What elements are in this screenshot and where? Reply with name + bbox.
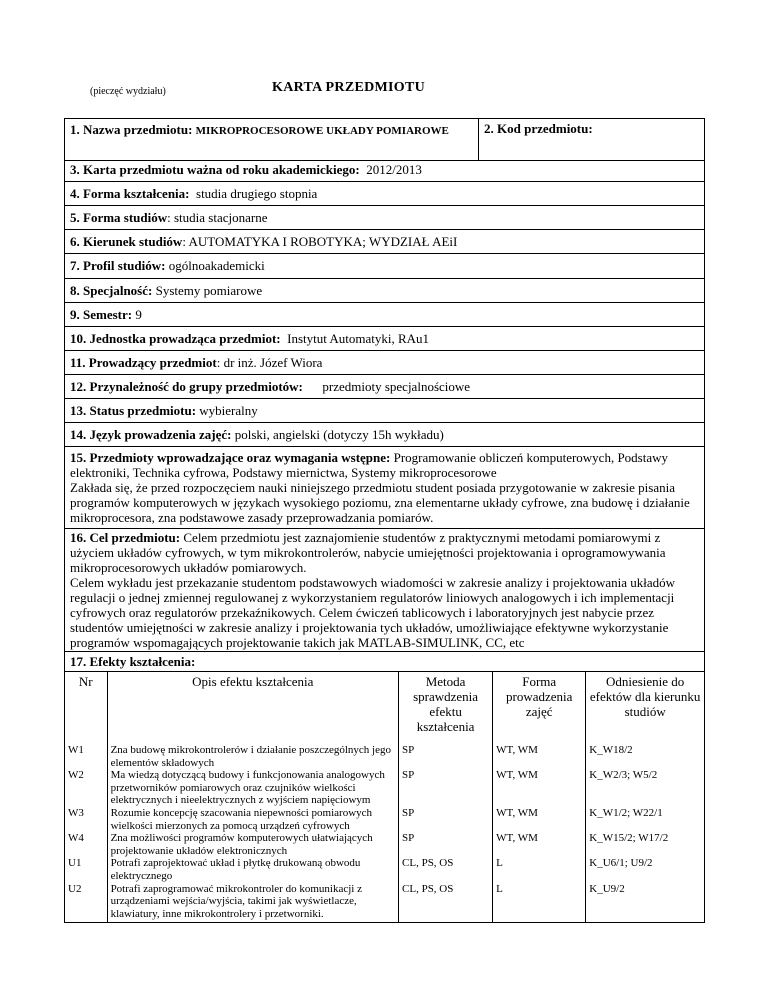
language-label: 14. Język prowadzenia zajęć: (70, 427, 232, 442)
prerequisites-courses: Programowanie obliczeń komputerowych, Podstawy elektroniki, Technika cyfrowa, Podstawy miernictwa, Systemy mikroprocesorowe (70, 450, 669, 480)
outcome-form: WT, WM (493, 832, 586, 857)
header-nr: Nr (78, 674, 93, 689)
outcome-method: CL, PS, OS (399, 883, 493, 923)
education-form-value: studia drugiego stopnia (196, 186, 318, 201)
lecturer-value: : dr inż. Józef Wiora (216, 355, 323, 370)
outcome-nr: U2 (68, 882, 82, 895)
row-subject-group (65, 375, 705, 399)
field-of-study-cell (65, 230, 705, 254)
semester-label: 9. Semestr: (70, 307, 133, 322)
row-specialization (65, 279, 705, 303)
course-code-label: 2. Kod przedmiotu: (484, 121, 593, 136)
specialization-cell (65, 279, 705, 303)
course-code-cell (479, 119, 705, 161)
row-learning-outcomes (65, 652, 705, 923)
row-unit (65, 327, 705, 351)
education-form-cell (65, 182, 705, 206)
outcomes-header-row (65, 672, 704, 742)
subject-group-value: przedmioty specjalnościowe (322, 379, 471, 394)
outcome-row (65, 857, 704, 882)
status-value: wybieralny (199, 403, 258, 418)
row-semester (65, 303, 705, 327)
learning-outcomes-cell (65, 652, 705, 923)
study-profile-cell (65, 254, 705, 279)
semester-value: 9 (135, 307, 142, 322)
valid-year-value: 2012/2013 (366, 162, 422, 177)
status-label: 13. Status przedmiotu: (70, 403, 197, 418)
valid-year-cell (65, 161, 705, 182)
unit-label: 10. Jednostka prowadząca przedmiot: (70, 331, 281, 346)
prerequisites-text: Zakłada się, że przed rozpoczęciem nauki niniejszego przedmiotu student posiada przygotowanie w zakresie pisania programów komputerowych w językach wysokiego poziomu, zna elementarne układy cyfrowe, zna budowę i działanie mikroprocesora, zna podstawowe zasady przeprowadzania pomiarów. (70, 480, 690, 525)
row-education-form (65, 182, 705, 206)
language-cell (65, 423, 705, 447)
unit-value: Instytut Automatyki, RAu1 (287, 331, 430, 346)
outcome-form: WT, WM (493, 769, 586, 807)
outcome-description: Zna możliwości programów komputerowych ułatwiających projektowanie układów elektronicznych (107, 832, 398, 857)
unit-cell (65, 327, 705, 351)
valid-year-label: 3. Karta przedmiotu ważna od roku akademickiego: (70, 162, 360, 177)
course-goal-text-2: Celem wykładu jest przekazanie studentom podstawowych wiadomości w zakresie analizy i projektowania układów regulacji o jednej zmiennej regulowanej z wykorzystaniem regulatorów liniowych analogowych i ich implementacji cyfrowych oraz regulatorów przekaźnikowych. Celem ćwiczeń tablicowych i laboratoryjnych jest nabycie przez studentów umiejętności w zakresie analizy i projektowania tych układów, umożliwiające efektywne wykorzystanie programów wspomagających projektowanie takich jak MATLAB-SIMULINK, CC, etc (70, 575, 676, 650)
outcome-nr: W3 (68, 806, 84, 819)
lecturer-cell (65, 351, 705, 375)
outcome-nr: U1 (68, 857, 82, 870)
outcome-method: CL, PS, OS (399, 857, 493, 882)
course-goal-text-1: Celem przedmiotu jest zaznajomienie studentów z praktycznymi metodami pomiarowymi z użyciem układów cyfrowych, w tym mikrokontrolerów, nabycie umiejętności projektowania i oprogramowywania mikroprocesorowych układów pomiarowych. (70, 530, 666, 575)
outcome-row (65, 769, 704, 807)
course-name-label: 1. Nazwa przedmiotu: (70, 122, 193, 137)
row-course-name (65, 119, 705, 161)
course-goal-label: 16. Cel przedmiotu: (70, 530, 181, 545)
outcome-method: SP (399, 807, 493, 832)
course-name-cell (65, 119, 479, 161)
outcome-reference: K_U6/1; U9/2 (586, 857, 704, 882)
document-title: KARTA PRZEDMIOTU (272, 80, 426, 95)
study-profile-label: 7. Profil studiów: (70, 258, 166, 273)
outcome-description: Zna budowę mikrokontrolerów i działanie poszczególnych jego elementów składowych (107, 742, 398, 769)
outcome-reference: K_W18/2 (586, 742, 704, 769)
outcome-row (65, 832, 704, 857)
outcome-reference: K_W15/2; W17/2 (586, 832, 704, 857)
outcome-form: L (493, 883, 586, 923)
specialization-label: 8. Specjalność: (70, 283, 153, 298)
row-study-form (65, 206, 705, 230)
semester-cell (65, 303, 705, 327)
outcome-reference: K_W2/3; W5/2 (586, 769, 704, 807)
study-profile-value: ogólnoakademicki (168, 258, 265, 273)
outcome-row (65, 883, 704, 923)
field-of-study-label: 6. Kierunek studiów (70, 234, 183, 249)
course-goal-cell (65, 529, 705, 652)
outcome-form: WT, WM (493, 807, 586, 832)
education-form-label: 4. Forma kształcenia: (70, 186, 190, 201)
row-prerequisites (65, 447, 705, 529)
outcome-reference: K_U9/2 (586, 883, 704, 923)
prerequisites-label: 15. Przedmioty wprowadzające oraz wymagania wstępne: (70, 450, 391, 465)
learning-outcomes-table (65, 672, 704, 922)
outcome-form: L (493, 857, 586, 882)
study-form-label: 5. Forma studiów (70, 210, 168, 225)
course-name-value: MIKROPROCESOROWE UKŁADY POMIAROWE (195, 125, 449, 137)
outcome-row (65, 807, 704, 832)
outcome-method: SP (399, 742, 493, 769)
language-value: polski, angielski (dotyczy 15h wykładu) (234, 427, 444, 442)
prerequisites-cell (65, 447, 705, 529)
outcome-nr: W4 (68, 832, 84, 845)
header-reference: Odniesienie do efektów dla kierunku studiów (586, 672, 704, 742)
row-study-profile (65, 254, 705, 279)
study-form-value: : studia stacjonarne (167, 210, 268, 225)
outcome-description: Ma wiedzą dotyczącą budowy i funkcjonowania analogowych przetworników pomiarowych oraz czujników wielkości elektrycznych i nieelektrycznych z wyjściem napięciowym (107, 769, 398, 807)
specialization-value: Systemy pomiarowe (155, 283, 263, 298)
row-field-of-study (65, 230, 705, 254)
outcome-method: SP (399, 769, 493, 807)
header-form: Forma prowadzenia zajęć (493, 672, 586, 742)
learning-outcomes-label: 17. Efekty kształcenia: (65, 652, 704, 672)
outcome-row (65, 742, 704, 769)
lecturer-label: 11. Prowadzący przedmiot (70, 355, 217, 370)
outcome-nr: W2 (68, 769, 84, 782)
subject-group-cell (65, 375, 705, 399)
outcome-description: Rozumie koncepcję szacowania niepewności pomiarowych wielkości mierzonych za pomocą urządzeń cyfrowych (107, 807, 398, 832)
field-of-study-value: : AUTOMATYKA I ROBOTYKA; WYDZIAŁ AEiI (182, 234, 458, 249)
outcome-reference: K_W1/2; W22/1 (586, 807, 704, 832)
subject-group-label: 12. Przynależność do grupy przedmiotów: (70, 379, 303, 394)
outcome-nr: W1 (68, 744, 84, 756)
row-course-goal (65, 529, 705, 652)
row-valid-year (65, 161, 705, 182)
outcome-form: WT, WM (493, 742, 586, 769)
outcome-method: SP (399, 832, 493, 857)
header-method: Metoda sprawdzenia efektu kształcenia (399, 672, 493, 742)
header-description: Opis efektu kształcenia (107, 672, 398, 742)
row-language (65, 423, 705, 447)
study-form-cell (65, 206, 705, 230)
course-card-table (64, 118, 705, 923)
row-status (65, 399, 705, 423)
page-header (0, 0, 768, 118)
row-lecturer (65, 351, 705, 375)
status-cell (65, 399, 705, 423)
faculty-stamp-label: (pieczęć wydziału) (90, 86, 166, 97)
outcome-description: Potrafi zaprogramować mikrokontroler do komunikacji z urządzeniami wejścia/wyjścia, takimi jak wyświetlacze, klawiatury, inne mikrokontrolery i przetworniki. (107, 883, 398, 923)
outcome-description: Potrafi zaprojektować układ i płytkę drukowaną obwodu elektrycznego (107, 857, 398, 882)
